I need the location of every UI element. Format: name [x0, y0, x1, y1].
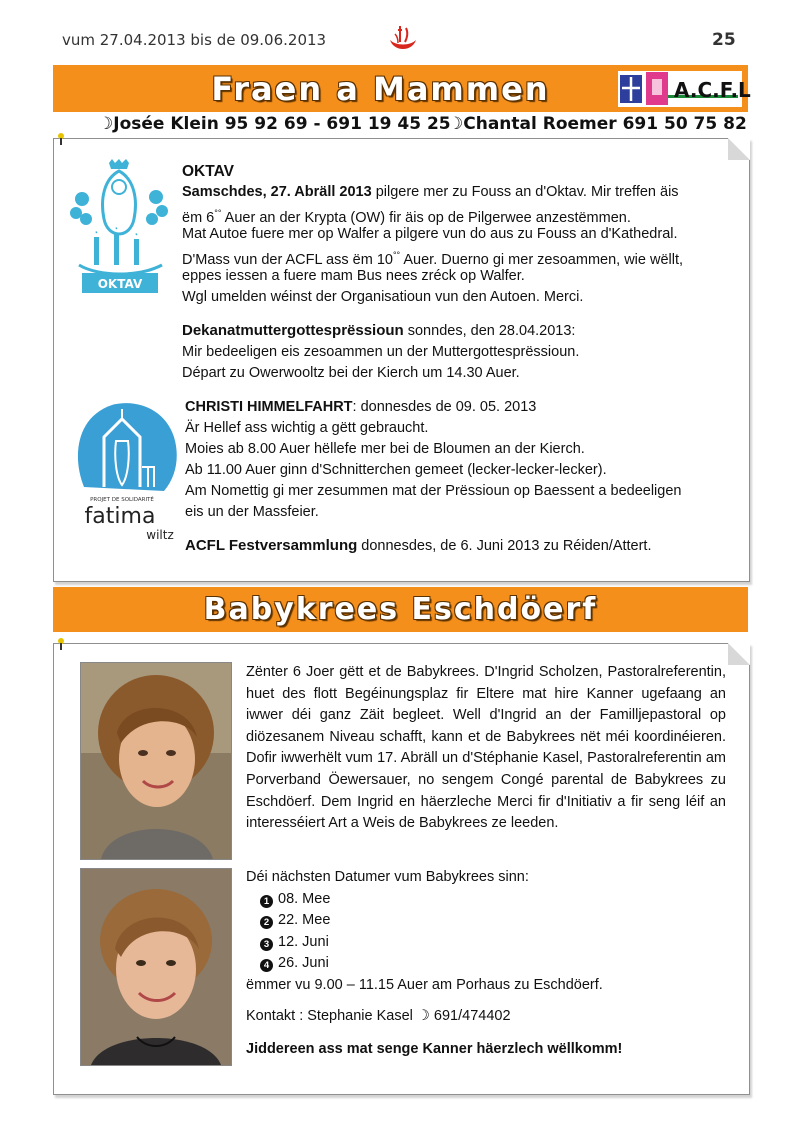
header-date-range: vum 27.04.2013 bis de 09.06.2013 [62, 31, 327, 49]
festversammlung-line: ACFL Festversammlung donnesdes, de 6. Juni 2013 zu Réiden/Attert. [185, 537, 652, 554]
fatima-logo-name: fatima [84, 504, 156, 529]
church-logo-icon [386, 22, 420, 56]
christi-line-2: Moies ab 8.00 Auer hëllefe mer bei de Bloumen an der Kierch. [185, 441, 585, 457]
fatima-logo-town: wiltz [146, 528, 174, 542]
card-fraen-a-mammen [53, 138, 750, 582]
page-curl [728, 138, 750, 160]
section-banner-fraen [53, 65, 751, 112]
page-number: 25 [712, 30, 736, 50]
oktav-logo-label: OKTAV [97, 277, 143, 291]
number-bullet-icon: 4 [260, 959, 273, 972]
oktav-line-6: Wgl umelden wéinst der Organisatioun vun den Autoen. Merci. [182, 289, 584, 305]
babykrees-contact: Kontakt : Stephanie Kasel ☽ 691/474402 [246, 1008, 511, 1024]
dekanat-heading: Dekanatmuttergottesprëssioun sonndes, den 28.04.2013: [182, 322, 576, 339]
christi-line-5: eis un der Massfeier. [185, 504, 319, 520]
oktav-line-3: Mat Autoe fuere mer op Walfer a pilgere vun do aus zu Fouss an d'Kathedral. [182, 226, 678, 242]
pin-icon [57, 133, 65, 145]
dekanat-line-1: Mir bedeeligen eis zesoammen un der Muttergottesprëssioun. [182, 344, 580, 360]
section-title: Fraen a Mammen [211, 69, 550, 108]
fatima-logo-small-text: PROJET DE SOLIDARITÉ [90, 497, 154, 503]
fatima-wiltz-logo [64, 397, 182, 547]
oktav-line-4: D'Mass vun der ACFL ass ëm 10°° Auer. Duerno gi mer zesoammen, wie wëllt, [182, 250, 684, 268]
acfl-logo [618, 71, 751, 107]
babykrees-closing: Jiddereen ass mat senge Kanner häerzlech wëllkomm! [246, 1041, 623, 1057]
dates-intro: Déi nächsten Datumer vum Babykrees sinn: [246, 869, 529, 885]
time-place: ëmmer vu 9.00 – 11.15 Auer am Porhaus zu Eschdöerf. [246, 976, 603, 993]
oktav-logo [64, 159, 174, 299]
christi-line-4: Am Nomettig gi mer zesummen mat der Prëssioun op Baessent a bedeeligen [185, 483, 682, 499]
oktav-line-5: eppes iessen a fuere mam Bus nees zréck op Walfer. [182, 268, 525, 284]
acfl-logo-text: A.C.F.L [674, 78, 751, 102]
pin-icon [57, 638, 65, 650]
oktav-heading: OKTAV [182, 163, 234, 180]
number-bullet-icon: 3 [260, 938, 273, 951]
section-banner-babykrees [53, 587, 748, 632]
card-babykrees [53, 643, 750, 1095]
christi-line-1: Är Hellef ass wichtig a gëtt gebraucht. [185, 420, 429, 436]
number-bullet-icon: 2 [260, 916, 273, 929]
portrait-photo-stephanie [80, 868, 232, 1066]
list-item: 4 26. Juni [246, 953, 603, 975]
contact-josee-klein: ☽Josée Klein 95 92 69 - 691 19 45 25 [98, 114, 451, 134]
contact-chantal-roemer: ☽Chantal Roemer 691 50 75 82 [448, 114, 747, 134]
portrait-photo-ingrid [80, 662, 232, 860]
oktav-line-2: ëm 6°° Auer an der Krypta (OW) fir äis op de Pilgerwee anzestëmmen. [182, 208, 631, 226]
oktav-line-1: Samschdes, 27. Abräll 2013 pilgere mer zu Fouss an d'Oktav. Mir treffen äis [182, 184, 679, 200]
page-curl [728, 643, 750, 665]
number-bullet-icon: 1 [260, 895, 273, 908]
list-item: 1 08. Mee [246, 889, 603, 911]
babykrees-intro: Zënter 6 Joer gëtt et de Babykrees. D'Ingrid Scholzen, Pastoralreferentin, huet des flott Begéinungsplaz fir Eltere mat hire Kanner ugefaang an iwwer déi ganz Zäit begleet. Well d'Ingrid an der Familljepastoral op diözesanem Niveau schafft, kann et de Babykrees nët méi koordinéieren. Dofir iwwerhëlt vum 17. Abräll un d'Stéphanie Kasel, Pastoralreferentin am Porverband Öewersauer, no sengem Congé parental de Babykrees zu Eschdöerf. Dem Ingrid en häerzleche Merci fir d'Initiativ a fir seng léif an interesséiert Art a Weis de Babykrees ze leeden. [246, 664, 726, 832]
dekanat-line-2: Départ zu Owerwooltz bei der Kierch um 14.30 Auer. [182, 365, 520, 381]
list-item: 2 22. Mee [246, 910, 603, 932]
babykrees-dates [246, 867, 603, 997]
christi-heading: CHRISTI HIMMELFAHRT: donnesdes de 09. 05. 2013 [185, 399, 537, 415]
list-item: 3 12. Juni [246, 932, 603, 954]
christi-line-3: Ab 11.00 Auer ginn d'Schnitterchen gemeet (lecker-lecker-lecker). [185, 462, 607, 478]
section-title: Babykrees Eschdöerf [203, 592, 598, 627]
